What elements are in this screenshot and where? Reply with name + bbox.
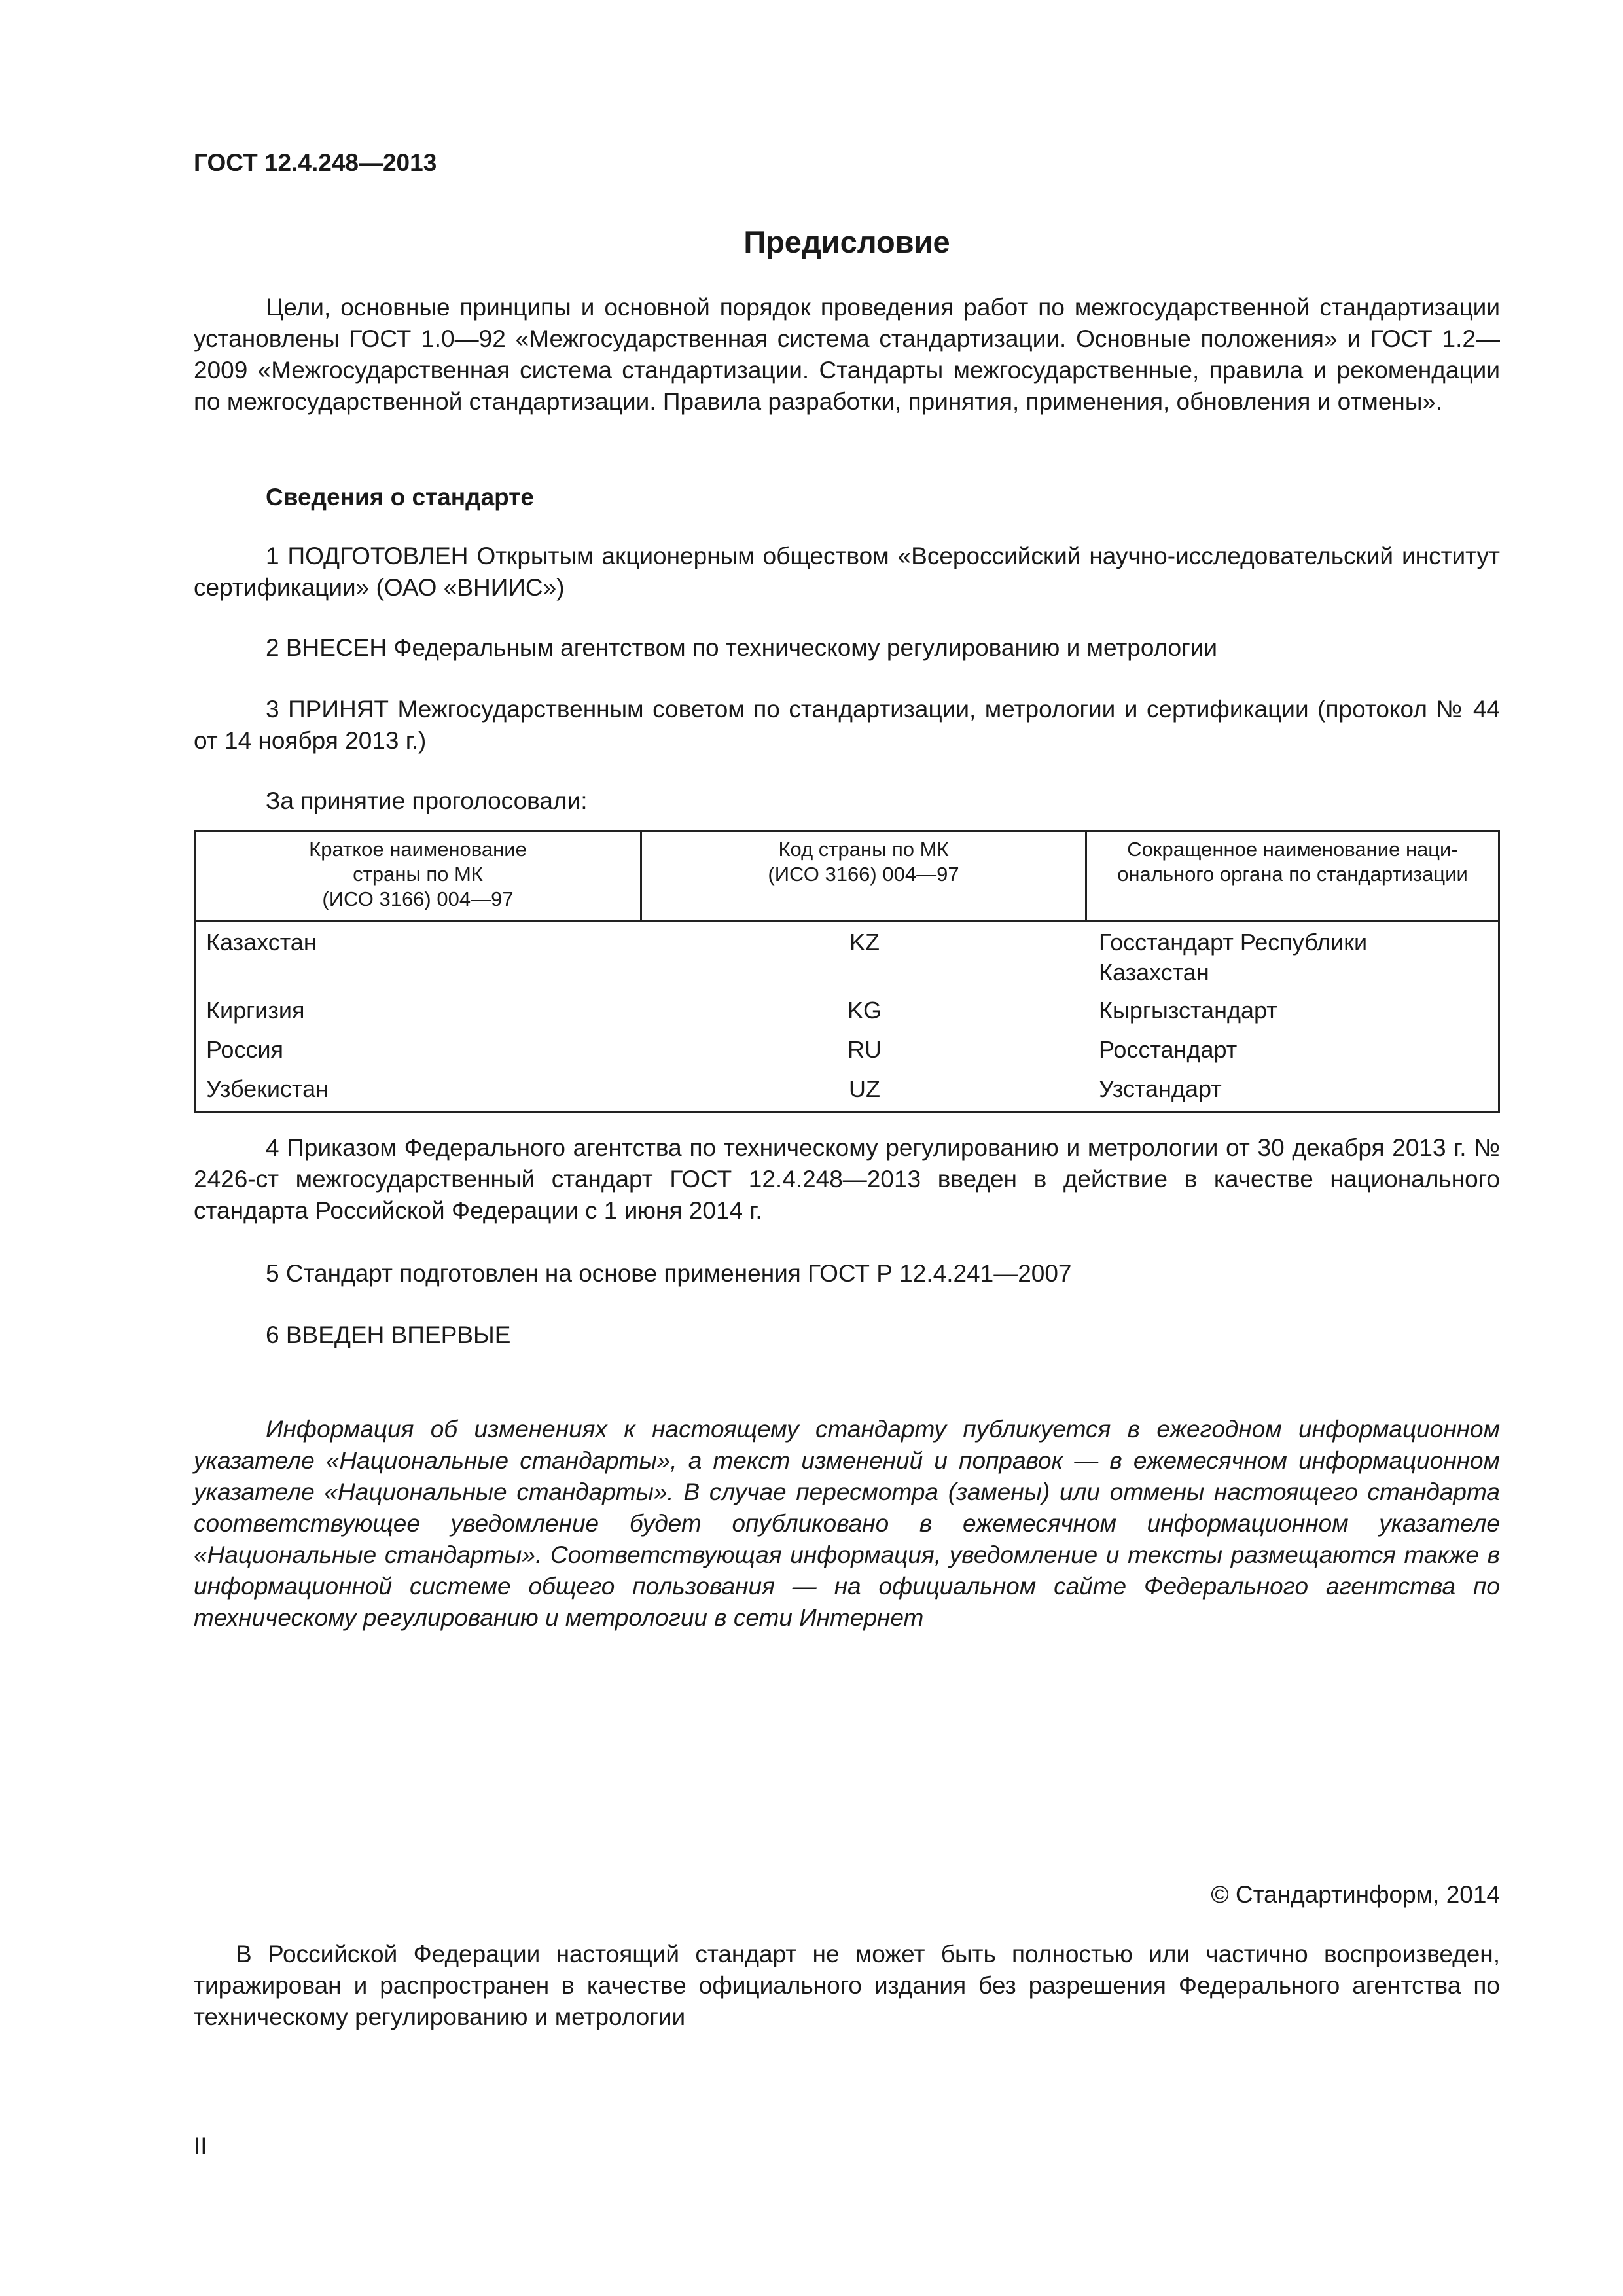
voted-caption: За принятие проголосовали:: [266, 787, 588, 814]
table-header-row: [196, 832, 1498, 922]
cell-country: Киргизия: [206, 997, 305, 1024]
document-code-header: ГОСТ 12.4.248—2013: [194, 149, 437, 176]
header-country-line-2: страны по МК: [353, 863, 483, 886]
item-2-submitted: 2 ВНЕСЕН Федеральным агентством по техническому регулированию и метрологии: [266, 634, 1218, 661]
cell-code: KZ: [849, 929, 880, 956]
section-heading: Сведения о стандарте: [266, 484, 534, 511]
legal-notice: В Российской Федерации настоящий стандарт не может быть полностью или частично воспроизведен, тиражирован и распространен в качестве официального издания без разрешения Федерального агентства по техническому регулированию и метрологии: [194, 1941, 1500, 2030]
header-country-line-1: Краткое наименование: [309, 838, 527, 861]
cell-body: Кыргызстандарт: [1099, 997, 1277, 1024]
header-body-line-2: онального органа по стандартизации: [1117, 863, 1468, 886]
cell-body: Росстандарт: [1099, 1036, 1238, 1063]
header-country-line-3: (ИСО 3166) 004—97: [322, 888, 514, 910]
page-number: II: [194, 2132, 207, 2159]
table-header-country: [196, 832, 642, 920]
item-3-adopted: 3 ПРИНЯТ Межгосударственным советом по стандартизации, метрологии и сертификации (протокол № 44 от 14 ноября 2013 г.): [194, 696, 1500, 754]
cell-code: UZ: [849, 1075, 880, 1102]
cell-body: [1099, 927, 1491, 988]
cell-body-line-2: Казахстан: [1099, 959, 1209, 986]
cell-code: KG: [847, 997, 882, 1024]
cell-body: Узстандарт: [1099, 1075, 1222, 1102]
table-header-code: [642, 832, 1087, 920]
item-6-first-introduced: 6 ВВЕДЕН ВПЕРВЫЕ: [266, 1321, 511, 1348]
page-title: Предисловие: [743, 224, 950, 259]
cell-country: Узбекистан: [206, 1075, 329, 1102]
header-body-line-1: Сокращенное наименование наци-: [1127, 838, 1458, 861]
cell-country: Россия: [206, 1036, 284, 1063]
item-1-prepared: 1 ПОДГОТОВЛЕН Открытым акционерным обществом «Всероссийский научно-исследовательский институт сертификации» (ОАО «ВНИИС»): [194, 543, 1500, 601]
header-code-line-2: (ИСО 3166) 004—97: [768, 863, 959, 886]
item-5-based-on: 5 Стандарт подготовлен на основе применения ГОСТ Р 12.4.241—2007: [266, 1260, 1072, 1287]
cell-code: RU: [847, 1036, 882, 1063]
intro-paragraph: Цели, основные принципы и основной порядок проведения работ по межгосударственной стандартизации установлены ГОСТ 1.0—92 «Межгосударственная система стандартизации. Основные положения» и ГОСТ 1.2—2009 «Межгосударственная система стандартизации. Стандарты межгосударственные, правила и рекомендации по межгосударственной стандартизации. Правила разработки, принятия, применения, обновления и отмены».: [194, 294, 1500, 415]
copyright-notice: © Стандартинформ, 2014: [1211, 1881, 1500, 1908]
changes-info-paragraph: Информация об изменениях к настоящему стандарту публикуется в ежегодном информационном указателе «Национальные стандарты», а текст изменений и поправок — в ежемесячном информационном указателе «Национальные стандарты». В случае пересмотра (замены) или отмены настоящего стандарта соответствующее уведомление будет опубликовано в ежемесячном информационном указателе «Национальные стандарты». Соответствующая информация, уведомление и тексты размещаются также в информационной системе общего пользования — на официальном сайте Федерального агентства по техническому регулированию и метрологии в сети Интернет: [194, 1416, 1500, 1631]
header-code-line-1: Код страны по МК: [778, 838, 949, 861]
table-header-body: [1087, 832, 1498, 920]
cell-country: Казахстан: [206, 929, 317, 956]
cell-body-line-1: Госстандарт Республики: [1099, 929, 1368, 956]
voting-table: [194, 830, 1500, 1113]
item-4-order: 4 Приказом Федерального агентства по техническому регулированию и метрологии от 30 декабря 2013 г. № 2426-ст межгосударственный стандарт ГОСТ 12.4.248—2013 введен в действие в качестве национального стандарта Российской Федерации с 1 июня 2014 г.: [194, 1134, 1500, 1224]
